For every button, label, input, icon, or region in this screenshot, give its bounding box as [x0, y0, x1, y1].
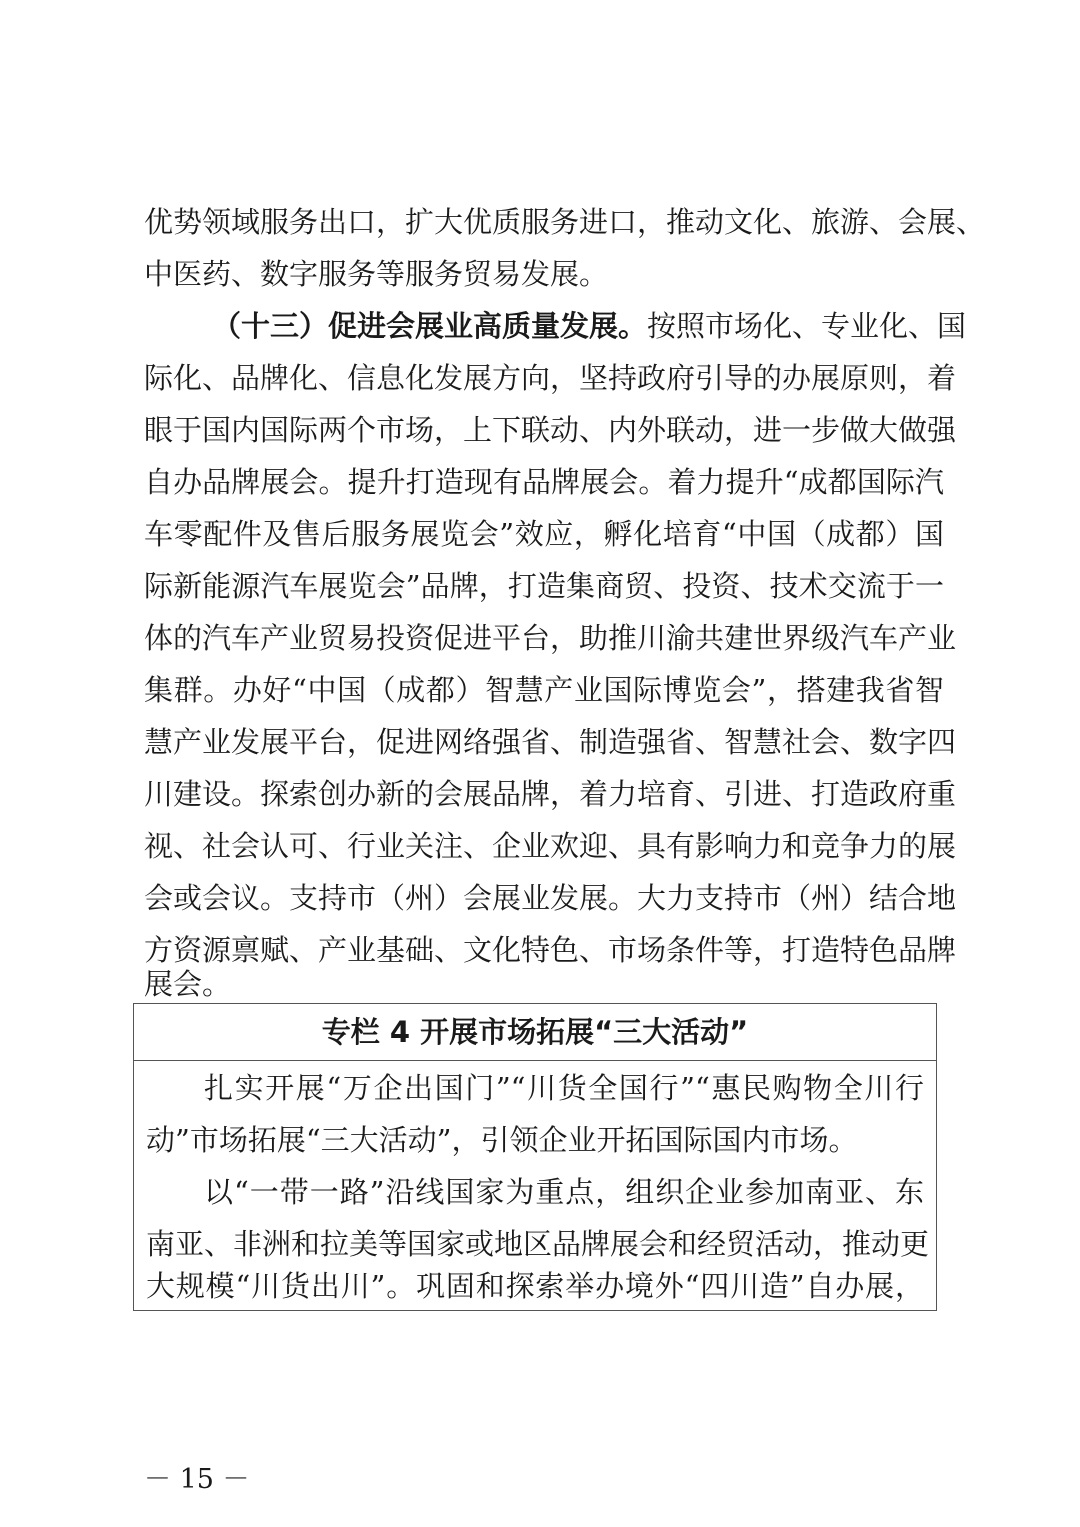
- section-heading-line: [212, 300, 967, 352]
- paragraph-line: 集群。办好“中国（成都）智慧产业国际博览会”，搭建我省智: [144, 673, 944, 707]
- column-box-line: 大规模“川货出川”。巩固和探索举办境外“四川造”自办展，: [146, 1269, 924, 1303]
- column-box-line: 南亚、非洲和拉美等国家或地区品牌展会和经贸活动，推动更: [146, 1227, 930, 1261]
- paragraph-line: 展会。: [144, 967, 232, 1001]
- paragraph-line: 方资源禀赋、产业基础、文化特色、市场条件等，打造特色品牌: [144, 933, 957, 967]
- paragraph-line: 优势领域服务出口，扩大优质服务进口，推动文化、旅游、会展、: [144, 205, 986, 239]
- paragraph-line: 眼于国内国际两个市场，上下联动、内外联动，进一步做大做强: [144, 413, 957, 447]
- column-box-title: 专栏 4 开展市场拓展“三大活动”: [321, 1015, 749, 1049]
- section-heading: （十三）促进会展业高质量发展。: [212, 309, 648, 343]
- column-box-header: [134, 1004, 936, 1061]
- paragraph-line: 际化、品牌化、信息化发展方向，坚持政府引导的办展原则，着: [144, 361, 957, 395]
- paragraph-text: 按照市场化、专业化、国: [647, 309, 967, 343]
- paragraph-line: 川建设。探索创办新的会展品牌，着力培育、引进、打造政府重: [144, 777, 957, 811]
- column-box-line: 扎实开展“万企出国门”“川货全国行”“惠民购物全川行: [204, 1071, 924, 1105]
- paragraph-line: 体的汽车产业贸易投资促进平台，助推川渝共建世界级汽车产业: [144, 621, 957, 655]
- paragraph-line: 中医药、数字服务等服务贸易发展。: [144, 257, 609, 291]
- paragraph-line: 自办品牌展会。提升打造现有品牌展会。着力提升“成都国际汽: [144, 465, 944, 499]
- paragraph-line: 视、社会认可、行业关注、企业欢迎、具有影响力和竞争力的展: [144, 829, 957, 863]
- page-number: － 15 －: [144, 1464, 250, 1495]
- paragraph-line: 际新能源汽车展览会”品牌，打造集商贸、投资、技术交流于一: [144, 569, 944, 603]
- paragraph-line: 会或会议。支持市（州）会展业发展。大力支持市（州）结合地: [144, 881, 957, 915]
- paragraph-line: 慧产业发展平台，促进网络强省、制造强省、智慧社会、数字四: [144, 725, 957, 759]
- column-box-line: 以“一带一路”沿线国家为重点，组织企业参加南亚、东: [204, 1175, 924, 1209]
- paragraph-line: 车零配件及售后服务展览会”效应，孵化培育“中国（成都）国: [144, 517, 944, 551]
- column-box: [133, 1003, 937, 1311]
- column-box-line: 动”市场拓展“三大活动”，引领企业开拓国际国内市场。: [146, 1123, 858, 1157]
